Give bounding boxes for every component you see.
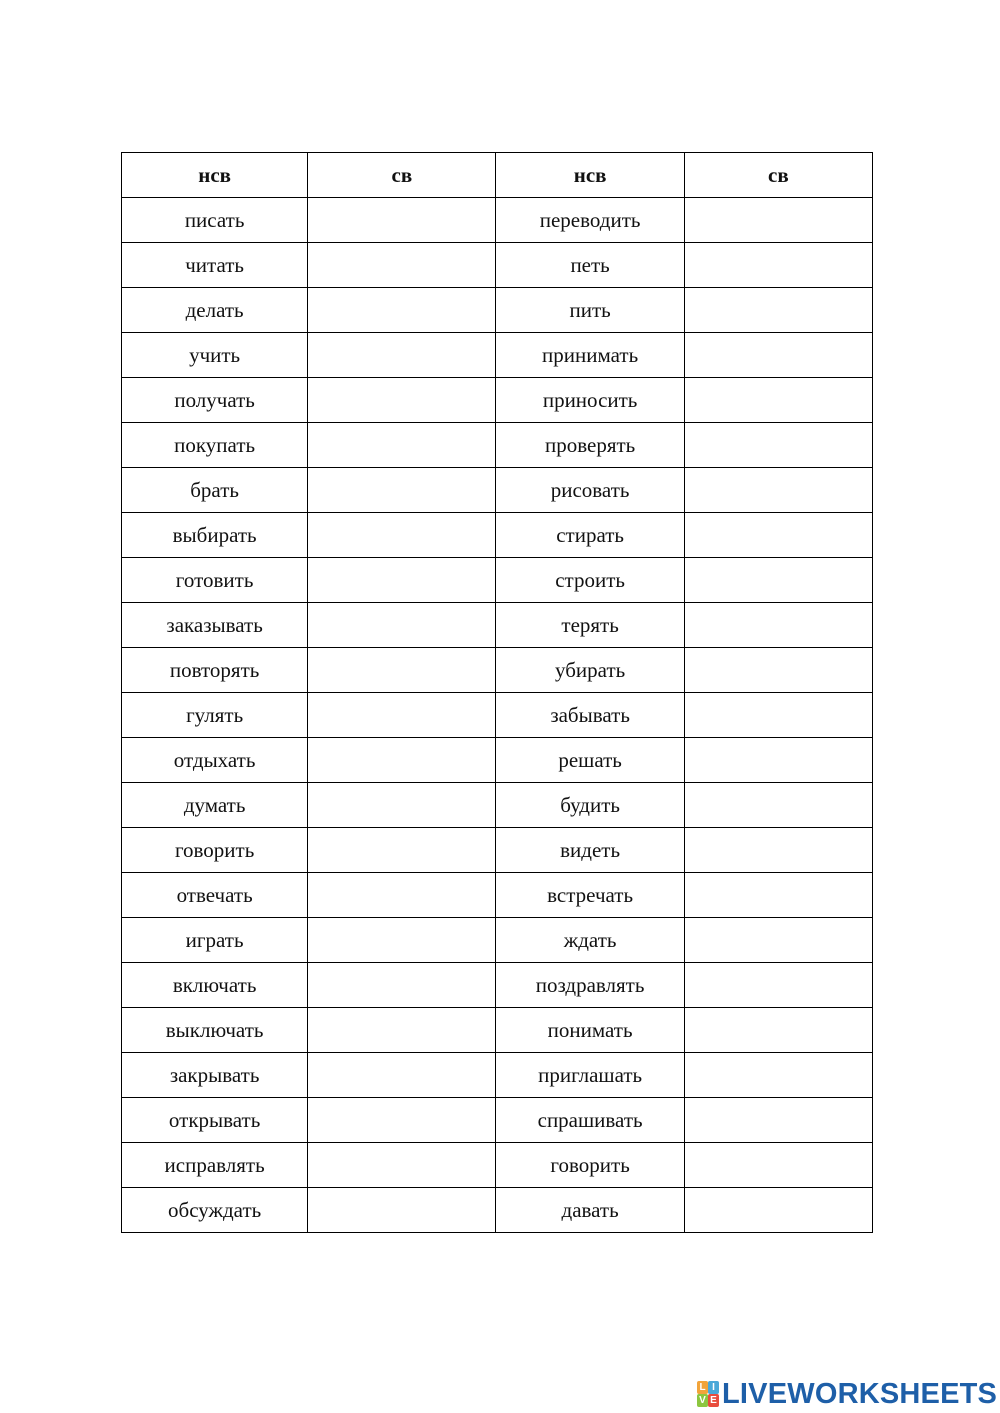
- perfective-answer-cell-right[interactable]: [684, 1053, 872, 1098]
- perfective-answer-cell-left[interactable]: [308, 333, 496, 378]
- perfective-answer-cell-left[interactable]: [308, 828, 496, 873]
- perfective-answer-input-left[interactable]: [308, 513, 495, 557]
- perfective-answer-input-left[interactable]: [308, 828, 495, 872]
- perfective-answer-input-left[interactable]: [308, 918, 495, 962]
- perfective-answer-input-left[interactable]: [308, 468, 495, 512]
- perfective-answer-cell-left[interactable]: [308, 873, 496, 918]
- perfective-answer-cell-right[interactable]: [684, 468, 872, 513]
- imperfective-verb-left: говорить: [122, 828, 308, 873]
- logo-letter: V: [697, 1394, 708, 1407]
- perfective-answer-input-right[interactable]: [685, 828, 872, 872]
- perfective-answer-input-right[interactable]: [685, 333, 872, 377]
- header-imperfective-left: нсв: [122, 153, 308, 198]
- perfective-answer-input-left[interactable]: [308, 1008, 495, 1052]
- liveworksheets-wordmark: LIVEWORKSHEETS: [722, 1377, 998, 1410]
- imperfective-verb-right: проверять: [496, 423, 684, 468]
- perfective-answer-cell-right[interactable]: [684, 1098, 872, 1143]
- perfective-answer-cell-left[interactable]: [308, 918, 496, 963]
- table-row: [122, 1098, 873, 1143]
- perfective-answer-cell-right[interactable]: [684, 783, 872, 828]
- perfective-answer-cell-left[interactable]: [308, 558, 496, 603]
- perfective-answer-cell-left[interactable]: [308, 603, 496, 648]
- verb-aspect-table: [121, 152, 873, 1233]
- perfective-answer-cell-left[interactable]: [308, 1143, 496, 1188]
- perfective-answer-input-left[interactable]: [308, 873, 495, 917]
- imperfective-verb-left: покупать: [122, 423, 308, 468]
- perfective-answer-input-right[interactable]: [685, 1098, 872, 1142]
- imperfective-verb-right: переводить: [496, 198, 684, 243]
- perfective-answer-cell-left[interactable]: [308, 648, 496, 693]
- imperfective-verb-right: терять: [496, 603, 684, 648]
- perfective-answer-cell-right[interactable]: [684, 558, 872, 603]
- perfective-answer-cell-right[interactable]: [684, 288, 872, 333]
- logo-letter: I: [708, 1381, 719, 1394]
- imperfective-verb-left: гулять: [122, 693, 308, 738]
- perfective-answer-input-left[interactable]: [308, 198, 495, 242]
- imperfective-verb-left: делать: [122, 288, 308, 333]
- perfective-answer-cell-right[interactable]: [684, 243, 872, 288]
- imperfective-verb-right: видеть: [496, 828, 684, 873]
- table-row: [122, 738, 873, 783]
- perfective-answer-cell-right[interactable]: [684, 873, 872, 918]
- table-row: [122, 198, 873, 243]
- table-row: [122, 243, 873, 288]
- perfective-answer-input-left[interactable]: [308, 693, 495, 737]
- perfective-answer-cell-left[interactable]: [308, 963, 496, 1008]
- table-row: [122, 648, 873, 693]
- perfective-answer-input-left[interactable]: [308, 1143, 495, 1187]
- logo-letter: L: [697, 1381, 708, 1394]
- perfective-answer-cell-left[interactable]: [308, 288, 496, 333]
- perfective-answer-cell-right[interactable]: [684, 693, 872, 738]
- header-perfective-right: св: [684, 153, 872, 198]
- table-row: [122, 378, 873, 423]
- perfective-answer-input-right[interactable]: [685, 783, 872, 827]
- imperfective-verb-right: решать: [496, 738, 684, 783]
- perfective-answer-cell-right[interactable]: [684, 198, 872, 243]
- imperfective-verb-left: открывать: [122, 1098, 308, 1143]
- perfective-answer-cell-left[interactable]: [308, 783, 496, 828]
- table-body: [122, 198, 873, 1233]
- perfective-answer-input-right[interactable]: [685, 603, 872, 647]
- perfective-answer-input-right[interactable]: [685, 468, 872, 512]
- perfective-answer-cell-right[interactable]: [684, 828, 872, 873]
- imperfective-verb-left: учить: [122, 333, 308, 378]
- imperfective-verb-right: рисовать: [496, 468, 684, 513]
- imperfective-verb-right: говорить: [496, 1143, 684, 1188]
- imperfective-verb-right: будить: [496, 783, 684, 828]
- imperfective-verb-left: думать: [122, 783, 308, 828]
- perfective-answer-input-left[interactable]: [308, 1098, 495, 1142]
- perfective-answer-input-left[interactable]: [308, 378, 495, 422]
- imperfective-verb-left: писать: [122, 198, 308, 243]
- perfective-answer-input-left[interactable]: [308, 1188, 495, 1232]
- perfective-answer-cell-left[interactable]: [308, 693, 496, 738]
- imperfective-verb-left: отвечать: [122, 873, 308, 918]
- imperfective-verb-right: встречать: [496, 873, 684, 918]
- perfective-answer-input-right[interactable]: [685, 693, 872, 737]
- header-perfective-left: св: [308, 153, 496, 198]
- perfective-answer-cell-left[interactable]: [308, 1188, 496, 1233]
- imperfective-verb-left: выбирать: [122, 513, 308, 558]
- perfective-answer-input-left[interactable]: [308, 963, 495, 1007]
- perfective-answer-input-right[interactable]: [685, 918, 872, 962]
- imperfective-verb-left: выключать: [122, 1008, 308, 1053]
- perfective-answer-input-left[interactable]: [308, 333, 495, 377]
- table-row: [122, 783, 873, 828]
- perfective-answer-input-right[interactable]: [685, 513, 872, 557]
- imperfective-verb-left: заказывать: [122, 603, 308, 648]
- imperfective-verb-right: давать: [496, 1188, 684, 1233]
- perfective-answer-input-left[interactable]: [308, 558, 495, 602]
- table-row: [122, 1008, 873, 1053]
- table-row: [122, 558, 873, 603]
- table-row: [122, 1143, 873, 1188]
- table-row: [122, 828, 873, 873]
- perfective-answer-input-left[interactable]: [308, 648, 495, 692]
- perfective-answer-cell-right[interactable]: [684, 648, 872, 693]
- perfective-answer-cell-left[interactable]: [308, 378, 496, 423]
- perfective-answer-input-right[interactable]: [685, 648, 872, 692]
- perfective-answer-cell-right[interactable]: [684, 333, 872, 378]
- liveworksheets-icon: [697, 1381, 719, 1407]
- header-imperfective-right: нсв: [496, 153, 684, 198]
- perfective-answer-input-right[interactable]: [685, 558, 872, 602]
- perfective-answer-cell-right[interactable]: [684, 1188, 872, 1233]
- perfective-answer-input-left[interactable]: [308, 783, 495, 827]
- perfective-answer-input-right[interactable]: [685, 243, 872, 287]
- imperfective-verb-right: спрашивать: [496, 1098, 684, 1143]
- perfective-answer-input-right[interactable]: [685, 423, 872, 467]
- imperfective-verb-right: приносить: [496, 378, 684, 423]
- header-row: [122, 153, 873, 198]
- imperfective-verb-right: пить: [496, 288, 684, 333]
- perfective-answer-input-right[interactable]: [685, 378, 872, 422]
- perfective-answer-cell-left[interactable]: [308, 738, 496, 783]
- perfective-answer-cell-right[interactable]: [684, 1143, 872, 1188]
- perfective-answer-cell-right[interactable]: [684, 378, 872, 423]
- perfective-answer-cell-left[interactable]: [308, 513, 496, 558]
- imperfective-verb-left: закрывать: [122, 1053, 308, 1098]
- perfective-answer-cell-left[interactable]: [308, 468, 496, 513]
- imperfective-verb-right: петь: [496, 243, 684, 288]
- table-row: [122, 918, 873, 963]
- imperfective-verb-right: ждать: [496, 918, 684, 963]
- imperfective-verb-right: стирать: [496, 513, 684, 558]
- perfective-answer-cell-left[interactable]: [308, 423, 496, 468]
- perfective-answer-cell-right[interactable]: [684, 513, 872, 558]
- perfective-answer-input-right[interactable]: [685, 873, 872, 917]
- perfective-answer-cell-right[interactable]: [684, 963, 872, 1008]
- liveworksheets-logo: [697, 1379, 997, 1409]
- perfective-answer-cell-right[interactable]: [684, 918, 872, 963]
- logo-letter: E: [708, 1394, 719, 1407]
- imperfective-verb-left: включать: [122, 963, 308, 1008]
- table-row: [122, 1188, 873, 1233]
- table-row: [122, 603, 873, 648]
- table-row: [122, 423, 873, 468]
- perfective-answer-input-right[interactable]: [685, 1008, 872, 1052]
- imperfective-verb-right: строить: [496, 558, 684, 603]
- table-row: [122, 468, 873, 513]
- imperfective-verb-left: играть: [122, 918, 308, 963]
- perfective-answer-cell-left[interactable]: [308, 198, 496, 243]
- perfective-answer-input-left[interactable]: [308, 423, 495, 467]
- perfective-answer-cell-right[interactable]: [684, 603, 872, 648]
- perfective-answer-input-right[interactable]: [685, 738, 872, 782]
- perfective-answer-cell-left[interactable]: [308, 1008, 496, 1053]
- imperfective-verb-left: получать: [122, 378, 308, 423]
- perfective-answer-cell-left[interactable]: [308, 243, 496, 288]
- imperfective-verb-left: отдыхать: [122, 738, 308, 783]
- imperfective-verb-right: забывать: [496, 693, 684, 738]
- table-row: [122, 333, 873, 378]
- perfective-answer-input-right[interactable]: [685, 963, 872, 1007]
- imperfective-verb-right: понимать: [496, 1008, 684, 1053]
- imperfective-verb-left: читать: [122, 243, 308, 288]
- table-row: [122, 873, 873, 918]
- perfective-answer-cell-left[interactable]: [308, 1053, 496, 1098]
- imperfective-verb-left: обсуждать: [122, 1188, 308, 1233]
- imperfective-verb-right: приглашать: [496, 1053, 684, 1098]
- perfective-answer-input-right[interactable]: [685, 1053, 872, 1097]
- imperfective-verb-left: исправлять: [122, 1143, 308, 1188]
- perfective-answer-cell-right[interactable]: [684, 423, 872, 468]
- perfective-answer-input-left[interactable]: [308, 243, 495, 287]
- imperfective-verb-left: брать: [122, 468, 308, 513]
- perfective-answer-cell-right[interactable]: [684, 1008, 872, 1053]
- perfective-answer-input-left[interactable]: [308, 288, 495, 332]
- perfective-answer-cell-right[interactable]: [684, 738, 872, 783]
- perfective-answer-cell-left[interactable]: [308, 1098, 496, 1143]
- table-row: [122, 693, 873, 738]
- table-row: [122, 288, 873, 333]
- perfective-answer-input-right[interactable]: [685, 198, 872, 242]
- perfective-answer-input-right[interactable]: [685, 1188, 872, 1232]
- imperfective-verb-right: поздравлять: [496, 963, 684, 1008]
- imperfective-verb-left: повторять: [122, 648, 308, 693]
- perfective-answer-input-right[interactable]: [685, 1143, 872, 1187]
- perfective-answer-input-left[interactable]: [308, 603, 495, 647]
- imperfective-verb-right: принимать: [496, 333, 684, 378]
- imperfective-verb-left: готовить: [122, 558, 308, 603]
- table-row: [122, 513, 873, 558]
- table-row: [122, 1053, 873, 1098]
- imperfective-verb-right: убирать: [496, 648, 684, 693]
- table-row: [122, 963, 873, 1008]
- perfective-answer-input-left[interactable]: [308, 1053, 495, 1097]
- perfective-answer-input-left[interactable]: [308, 738, 495, 782]
- perfective-answer-input-right[interactable]: [685, 288, 872, 332]
